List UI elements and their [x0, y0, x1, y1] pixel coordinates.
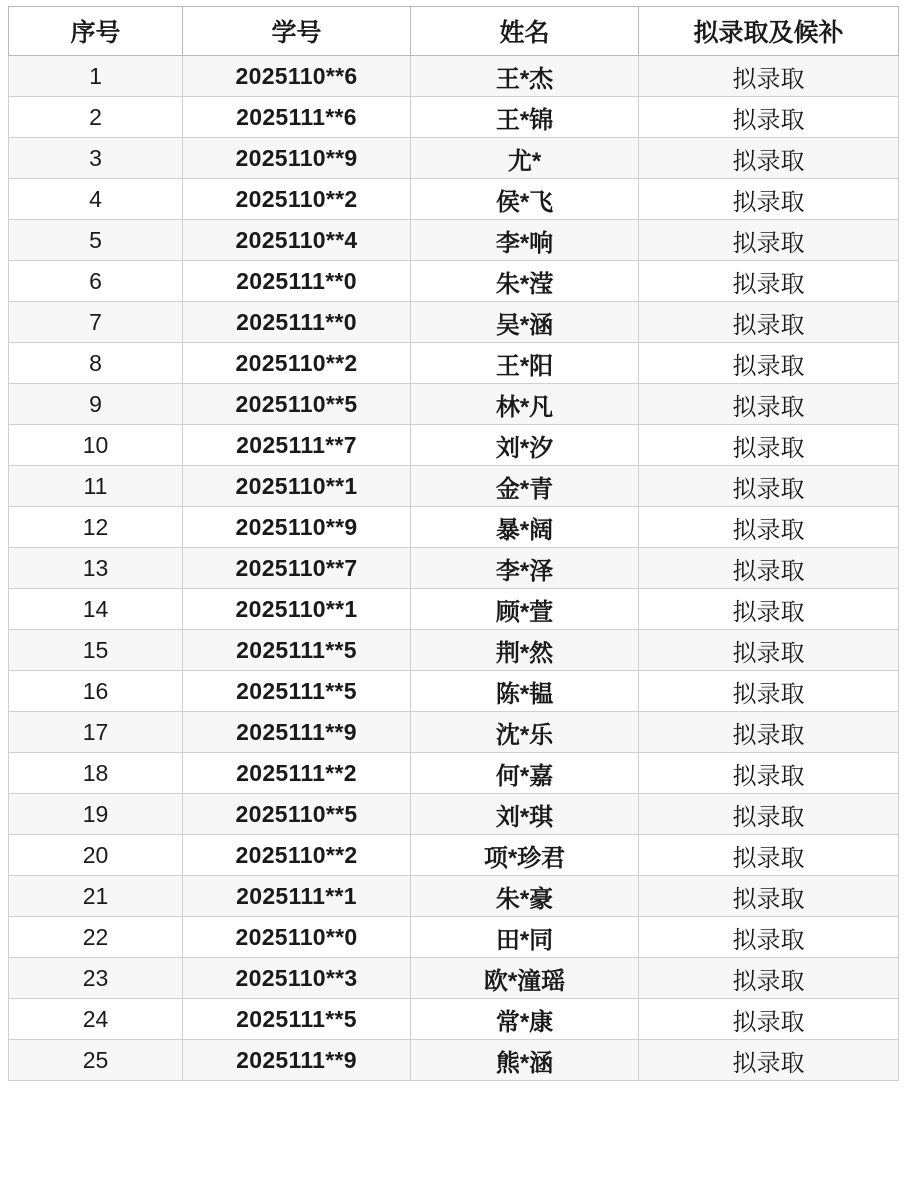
cell-student-id: 2025111**7 [183, 425, 411, 466]
cell-status: 拟录取 [639, 56, 899, 97]
cell-status: 拟录取 [639, 876, 899, 917]
cell-status: 拟录取 [639, 630, 899, 671]
table-row [9, 384, 899, 425]
cell-student-id: 2025111**9 [183, 1040, 411, 1081]
cell-name: 王*锦 [411, 97, 639, 138]
cell-name: 王*阳 [411, 343, 639, 384]
table-row [9, 548, 899, 589]
cell-name: 田*同 [411, 917, 639, 958]
cell-name: 尤* [411, 138, 639, 179]
cell-status: 拟录取 [639, 1040, 899, 1081]
cell-status: 拟录取 [639, 999, 899, 1040]
cell-status: 拟录取 [639, 425, 899, 466]
cell-student-id: 2025111**0 [183, 261, 411, 302]
table-row [9, 712, 899, 753]
cell-name: 吴*涵 [411, 302, 639, 343]
cell-index: 13 [9, 548, 183, 589]
table-row [9, 917, 899, 958]
table-row [9, 302, 899, 343]
cell-name: 暴*阔 [411, 507, 639, 548]
cell-student-id: 2025110**2 [183, 343, 411, 384]
cell-name: 李*泽 [411, 548, 639, 589]
cell-index: 11 [9, 466, 183, 507]
table-row [9, 1040, 899, 1081]
cell-name: 何*嘉 [411, 753, 639, 794]
cell-status: 拟录取 [639, 343, 899, 384]
cell-name: 林*凡 [411, 384, 639, 425]
cell-student-id: 2025111**5 [183, 630, 411, 671]
cell-status: 拟录取 [639, 302, 899, 343]
table-row [9, 589, 899, 630]
cell-status: 拟录取 [639, 261, 899, 302]
cell-student-id: 2025110**7 [183, 548, 411, 589]
table-row [9, 56, 899, 97]
cell-name: 欧*潼瑶 [411, 958, 639, 999]
cell-name: 李*响 [411, 220, 639, 261]
cell-name: 王*杰 [411, 56, 639, 97]
cell-student-id: 2025110**5 [183, 384, 411, 425]
table-row [9, 179, 899, 220]
cell-status: 拟录取 [639, 917, 899, 958]
table-row [9, 220, 899, 261]
table-header [9, 7, 899, 56]
cell-name: 侯*飞 [411, 179, 639, 220]
table-row [9, 999, 899, 1040]
cell-index: 5 [9, 220, 183, 261]
cell-index: 20 [9, 835, 183, 876]
cell-student-id: 2025110**9 [183, 138, 411, 179]
cell-index: 19 [9, 794, 183, 835]
table-row [9, 835, 899, 876]
cell-name: 金*青 [411, 466, 639, 507]
cell-status: 拟录取 [639, 507, 899, 548]
cell-status: 拟录取 [639, 589, 899, 630]
cell-student-id: 2025110**6 [183, 56, 411, 97]
cell-student-id: 2025110**2 [183, 835, 411, 876]
cell-status: 拟录取 [639, 958, 899, 999]
cell-name: 沈*乐 [411, 712, 639, 753]
table-body [9, 56, 899, 1081]
cell-status: 拟录取 [639, 138, 899, 179]
cell-name: 朱*滢 [411, 261, 639, 302]
cell-index: 12 [9, 507, 183, 548]
cell-status: 拟录取 [639, 97, 899, 138]
column-header-student-id: 学号 [183, 7, 411, 56]
cell-name: 常*康 [411, 999, 639, 1040]
table-row [9, 97, 899, 138]
table-row [9, 507, 899, 548]
cell-index: 4 [9, 179, 183, 220]
cell-name: 项*珍君 [411, 835, 639, 876]
cell-student-id: 2025111**5 [183, 999, 411, 1040]
cell-index: 23 [9, 958, 183, 999]
cell-student-id: 2025110**0 [183, 917, 411, 958]
table-row [9, 671, 899, 712]
table-row [9, 753, 899, 794]
cell-index: 17 [9, 712, 183, 753]
table-row [9, 343, 899, 384]
cell-student-id: 2025110**4 [183, 220, 411, 261]
table-row [9, 425, 899, 466]
cell-status: 拟录取 [639, 220, 899, 261]
cell-index: 24 [9, 999, 183, 1040]
cell-index: 14 [9, 589, 183, 630]
table-row [9, 138, 899, 179]
cell-student-id: 2025110**9 [183, 507, 411, 548]
cell-name: 陈*韫 [411, 671, 639, 712]
table-row [9, 876, 899, 917]
cell-status: 拟录取 [639, 712, 899, 753]
cell-index: 25 [9, 1040, 183, 1081]
table-row [9, 261, 899, 302]
cell-name: 刘*琪 [411, 794, 639, 835]
column-header-index: 序号 [9, 7, 183, 56]
cell-student-id: 2025111**6 [183, 97, 411, 138]
cell-status: 拟录取 [639, 794, 899, 835]
cell-status: 拟录取 [639, 835, 899, 876]
cell-status: 拟录取 [639, 179, 899, 220]
cell-index: 8 [9, 343, 183, 384]
cell-index: 16 [9, 671, 183, 712]
cell-status: 拟录取 [639, 753, 899, 794]
cell-index: 18 [9, 753, 183, 794]
cell-name: 熊*涵 [411, 1040, 639, 1081]
cell-name: 朱*豪 [411, 876, 639, 917]
table-row [9, 794, 899, 835]
cell-index: 9 [9, 384, 183, 425]
cell-index: 22 [9, 917, 183, 958]
column-header-status: 拟录取及候补 [639, 7, 899, 56]
cell-index: 3 [9, 138, 183, 179]
cell-name: 顾*萱 [411, 589, 639, 630]
cell-student-id: 2025110**3 [183, 958, 411, 999]
cell-student-id: 2025111**2 [183, 753, 411, 794]
cell-index: 2 [9, 97, 183, 138]
cell-status: 拟录取 [639, 466, 899, 507]
cell-name: 刘*汐 [411, 425, 639, 466]
cell-student-id: 2025110**1 [183, 589, 411, 630]
cell-student-id: 2025110**1 [183, 466, 411, 507]
cell-index: 6 [9, 261, 183, 302]
column-header-name: 姓名 [411, 7, 639, 56]
cell-student-id: 2025111**5 [183, 671, 411, 712]
cell-index: 21 [9, 876, 183, 917]
cell-index: 10 [9, 425, 183, 466]
cell-student-id: 2025111**1 [183, 876, 411, 917]
cell-student-id: 2025110**5 [183, 794, 411, 835]
cell-name: 荆*然 [411, 630, 639, 671]
table-header-row [9, 7, 899, 56]
cell-student-id: 2025110**2 [183, 179, 411, 220]
table-row [9, 466, 899, 507]
table-row [9, 630, 899, 671]
cell-index: 15 [9, 630, 183, 671]
table-row [9, 958, 899, 999]
cell-student-id: 2025111**9 [183, 712, 411, 753]
cell-status: 拟录取 [639, 384, 899, 425]
cell-status: 拟录取 [639, 548, 899, 589]
cell-status: 拟录取 [639, 671, 899, 712]
cell-index: 7 [9, 302, 183, 343]
cell-student-id: 2025111**0 [183, 302, 411, 343]
cell-index: 1 [9, 56, 183, 97]
admission-roster-table [8, 6, 899, 1081]
